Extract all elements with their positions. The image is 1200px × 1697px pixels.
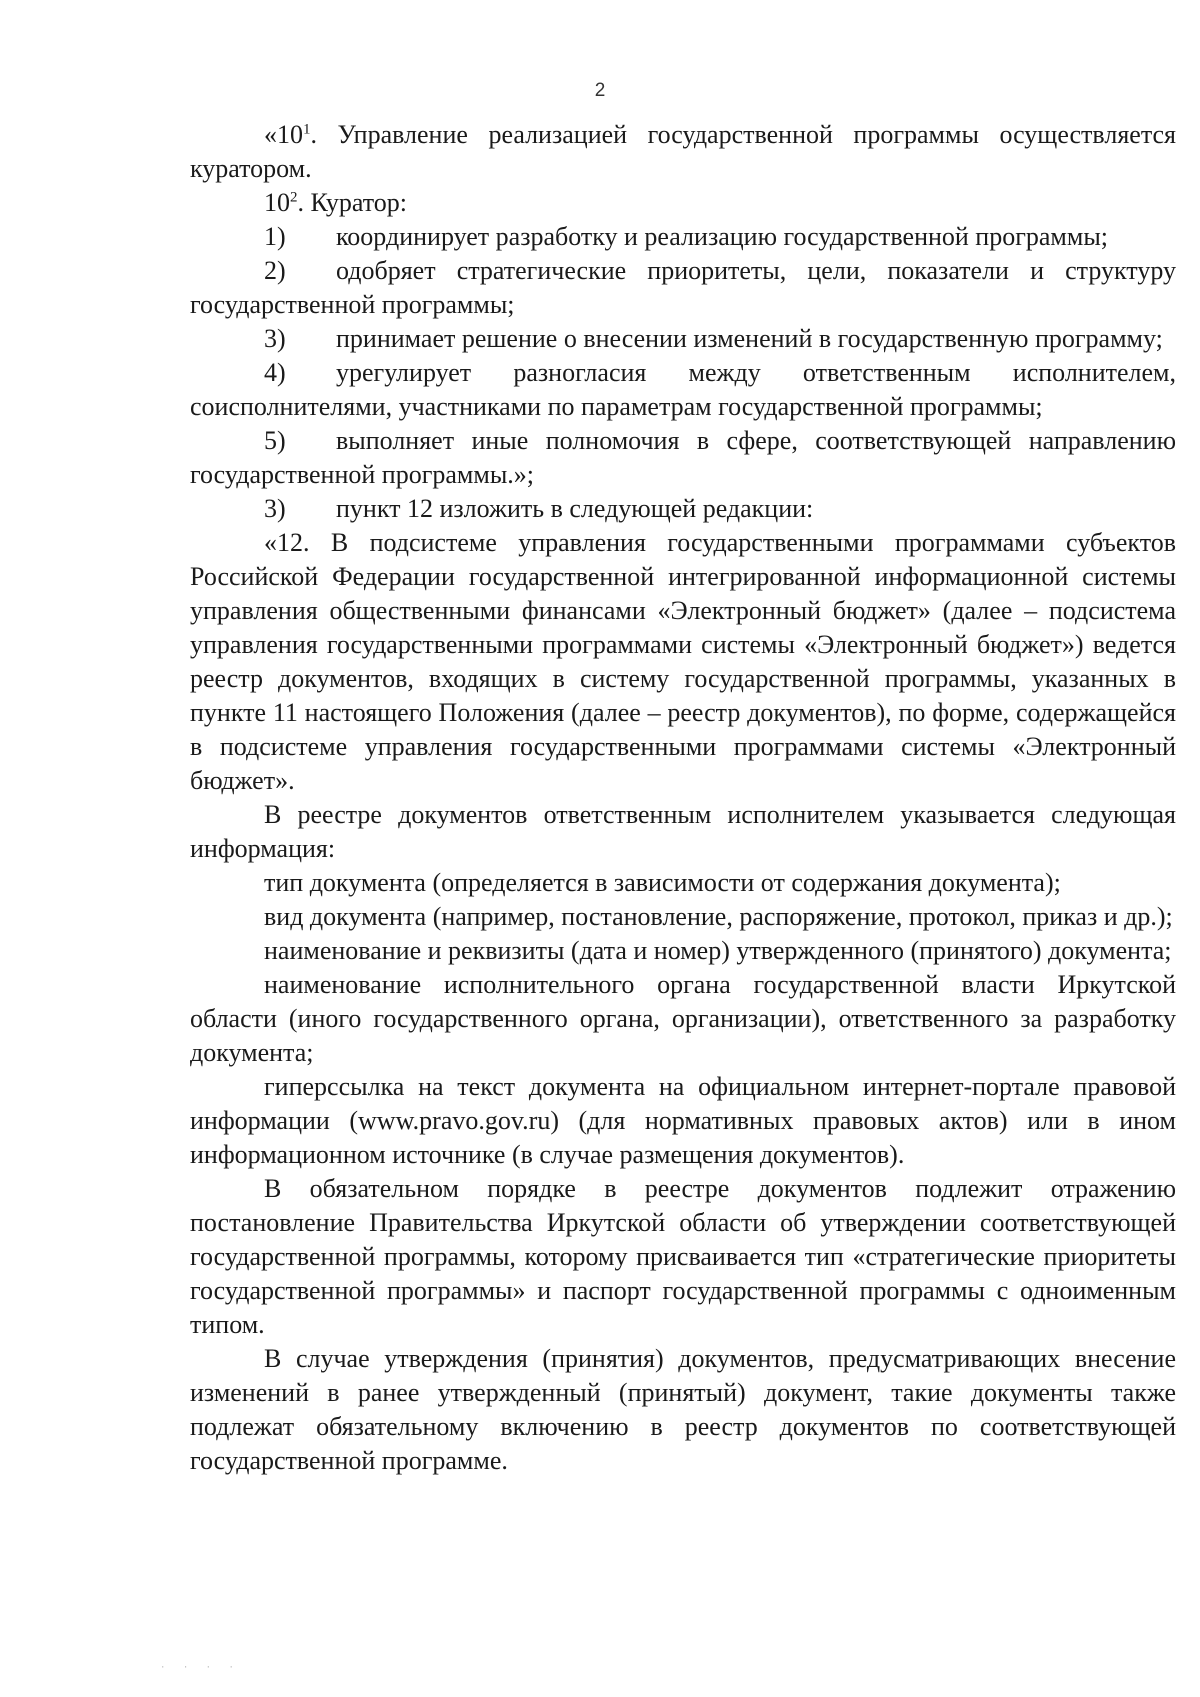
list-item <box>190 322 1176 356</box>
paragraph-10-2-prefix: 10 <box>264 188 290 217</box>
list-item-text: пункт 12 изложить в следующей редакции: <box>336 494 814 523</box>
page-number: 2 <box>594 80 606 101</box>
list-item-number: 3) <box>264 324 286 353</box>
registry-field: вид документа (например, постановление, распоряжение, протокол, приказ и др.); <box>264 902 1173 931</box>
list-item-text: урегулирует разногласия между ответственным исполнителем, соисполнителями, участниками по параметрам государственной программы; <box>190 358 1176 421</box>
list-item-text: выполняет иные полномочия в сфере, соответствующей направлению государственной программы.»; <box>190 426 1176 489</box>
list-item <box>190 492 1176 526</box>
mandatory-paragraph: В обязательном порядке в реестре документов подлежит отражению постановление Правительства Иркутской области об утверждении соответствующей государственной программы, которому присваивается тип «стратегические приоритеты государственной программы» и паспорт государственной программы с одноименным типом. <box>190 1174 1176 1339</box>
registry-field: гиперссылка на текст документа на официальном интернет-портале правовой информации (www.pravo.gov.ru) (для нормативных правовых актов) или в ином информационном источнике (в случае размещения документов). <box>190 1072 1176 1169</box>
registry-field: тип документа (определяется в зависимости от содержания документа); <box>264 868 1061 897</box>
paragraph-10-2-text: . Куратор: <box>297 188 407 217</box>
paragraph-12: «12. В подсистеме управления государственными программами субъектов Российской Федерации государственной интегрированной информационной системы управления общественными финансами «Электронный бюджет» (далее – подсистема управления государственными программами системы «Электронный бюджет») ведется реестр документов, входящих в систему государственной программы, указанных в пункте 11 настоящего Положения (далее – реестр документов), по форме, содержащейся в подсистеме управления государственными программами системы «Электронный бюджет». <box>190 528 1176 795</box>
list-item-number: 5) <box>264 426 286 455</box>
list-item-number: 2) <box>264 256 286 285</box>
list-item-number: 4) <box>264 358 286 387</box>
paragraph-10-1-prefix: «10 <box>264 120 303 149</box>
paragraph-10-1 <box>190 118 1176 186</box>
list-item <box>190 424 1176 492</box>
list-item-number: 1) <box>264 222 286 251</box>
list-item-text: одобряет стратегические приоритеты, цели, показатели и структуру государственной программы; <box>190 256 1176 319</box>
scan-artifact: · · · · <box>160 1663 240 1673</box>
list-item <box>190 220 1176 254</box>
paragraph-10-1-sup: 1 <box>303 121 311 138</box>
list-item-text: координирует разработку и реализацию государственной программы; <box>336 222 1109 251</box>
amendments-paragraph: В случае утверждения (принятия) документов, предусматривающих внесение изменений в ранее утвержденный (принятый) документ, такие документы также подлежат обязательному включению в реестр документов по соответствующей государственной программе. <box>190 1344 1176 1475</box>
registry-intro: В реестре документов ответственным исполнителем указывается следующая информация: <box>190 800 1176 863</box>
paragraph-10-2 <box>190 186 1176 220</box>
list-item <box>190 254 1176 322</box>
list-item <box>190 356 1176 424</box>
paragraph-10-2-sup: 2 <box>290 189 298 206</box>
list-item-text: принимает решение о внесении изменений в государственную программу; <box>336 324 1163 353</box>
registry-field: наименование исполнительного органа государственной власти Иркутской области (иного государственного органа, организации), ответственного за разработку документа; <box>190 970 1176 1067</box>
document-body <box>190 118 1176 1478</box>
list-item-number: 3) <box>264 494 286 523</box>
paragraph-10-1-text: . Управление реализацией государственной программы осуществляется куратором. <box>190 120 1176 183</box>
registry-field: наименование и реквизиты (дата и номер) утвержденного (принятого) документа; <box>264 936 1172 965</box>
